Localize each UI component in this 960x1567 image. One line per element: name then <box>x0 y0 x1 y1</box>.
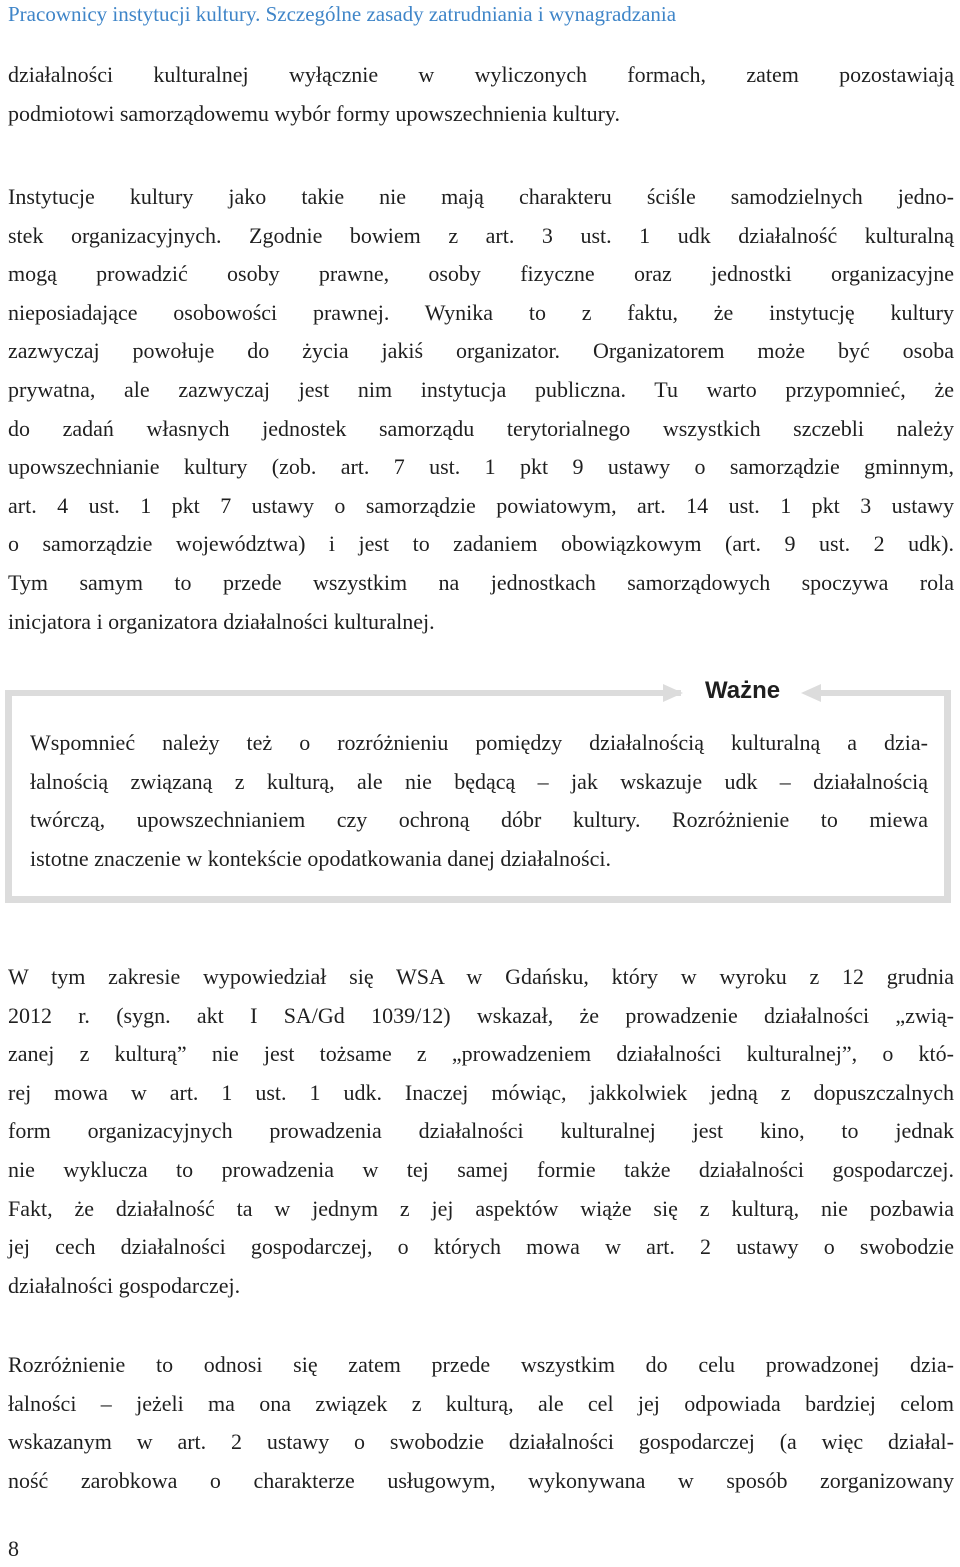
text-line: stek organizacyjnych. Zgodnie bowiem z art. 3 ust. 1 udk działalność kulturalną <box>8 222 954 248</box>
text-line: twórczą, upowszechnianiem czy ochroną dóbr kultury. Rozróżnienie to miewa <box>30 807 928 833</box>
text-line: jej cech działalności gospodarczej, o których mowa w art. 2 ustawy o swobodzie <box>8 1234 954 1260</box>
text-line: upowszechnianie kultury (zob. art. 7 ust. 1 pkt 9 ustawy o samorządzie gminnym, <box>8 454 954 480</box>
text-line: łalnością związaną z kulturą, ale nie będącą – jak wskazuje udk – działalnością <box>30 768 928 794</box>
text-line: zanej z kulturą” nie jest tożsame z „prowadzeniem działalności kulturalnej”, o któ- <box>8 1041 954 1067</box>
header-rule-left <box>5 690 681 696</box>
paragraph-3 <box>8 958 954 1305</box>
text-line: Fakt, że działalność ta w jednym z jej aspektów wiąże się z kulturą, nie pozbawia <box>8 1195 954 1221</box>
paragraph-4 <box>8 1346 954 1500</box>
text-line: do zadań własnych jednostek samorządu terytorialnego wszystkich szczebli należy <box>8 415 954 441</box>
text-line: wskazanym w art. 2 ustawy o swobodzie działalności gospodarczej (a więc działal- <box>8 1429 954 1455</box>
text-line: form organizacyjnych prowadzenia działalności kulturalnej jest kino, to jednak <box>8 1118 954 1144</box>
header-rule-right <box>819 690 951 696</box>
important-box-body <box>30 724 928 878</box>
arrow-left-icon <box>801 684 821 702</box>
text-line: działalności kulturalnej wyłącznie w wyliczonych formach, zatem pozostawiają <box>8 62 954 87</box>
text-line: inicjatora i organizatora działalności kulturalnej. <box>8 608 435 634</box>
text-line: Tym samym to przede wszystkim na jednostkach samorządowych spoczywa rola <box>8 569 954 595</box>
paragraph-1 <box>8 56 954 133</box>
text-line: nieposiadające osobowości prawnej. Wynika to z faktu, że instytucję kultury <box>8 299 954 325</box>
text-line: podmiotowi samorządowemu wybór formy upowszechnienia kultury. <box>8 100 620 126</box>
text-line: ność zarobkowa o charakterze usługowym, wykonywana w sposób zorganizowany <box>8 1467 954 1493</box>
arrow-right-icon <box>663 684 683 702</box>
running-header: Pracownicy instytucji kultury. Szczególne zasady zatrudniania i wynagradzania <box>8 2 677 26</box>
text-line: Rozróżnienie to odnosi się zatem przede wszystkim do celu prowadzonej dzia- <box>8 1352 954 1377</box>
page-number: 8 <box>8 1536 19 1561</box>
important-box-title: Ważne <box>705 677 781 704</box>
text-line: działalności gospodarczej. <box>8 1272 241 1298</box>
text-line: Wspomnieć należy też o rozróżnieniu pomiędzy działalnością kulturalną a dzia- <box>30 730 928 755</box>
text-line: mogą prowadzić osoby prawne, osoby fizyczne oraz jednostki organizacyjne <box>8 261 954 287</box>
text-line: W tym zakresie wypowiedział się WSA w Gdańsku, który w wyroku z 12 grudnia <box>8 964 954 989</box>
text-line: 2012 r. (sygn. akt I SA/Gd 1039/12) wskazał, że prowadzenie działalności „zwią- <box>8 1002 954 1028</box>
text-line: rej mowa w art. 1 ust. 1 udk. Inaczej mówiąc, jakkolwiek jedną z dopuszczalnych <box>8 1079 954 1105</box>
text-line: o samorządzie województwa) i jest to zadaniem obowiązkowym (art. 9 ust. 2 udk). <box>8 531 954 557</box>
text-line: Instytucje kultury jako takie nie mają charakteru ściśle samodzielnych jedno- <box>8 184 954 209</box>
text-line: łalności – jeżeli ma ona związek z kulturą, ale cel jej odpowiada bardziej celom <box>8 1390 954 1416</box>
text-line: art. 4 ust. 1 pkt 7 ustawy o samorządzie powiatowym, art. 14 ust. 1 pkt 3 ustawy <box>8 492 954 518</box>
paragraph-2 <box>8 178 954 641</box>
text-line: prywatna, ale zazwyczaj jest nim instytucja publiczna. Tu warto przypomnieć, że <box>8 376 954 402</box>
text-line: istotne znaczenie w kontekście opodatkowania danej działalności. <box>30 845 611 871</box>
text-line: nie wyklucza to prowadzenia w tej samej formie także działalności gospodarczej. <box>8 1156 954 1182</box>
important-box-header <box>0 675 960 711</box>
text-line: zazwyczaj powołuje do życia jakiś organizator. Organizatorem może być osoba <box>8 338 954 364</box>
